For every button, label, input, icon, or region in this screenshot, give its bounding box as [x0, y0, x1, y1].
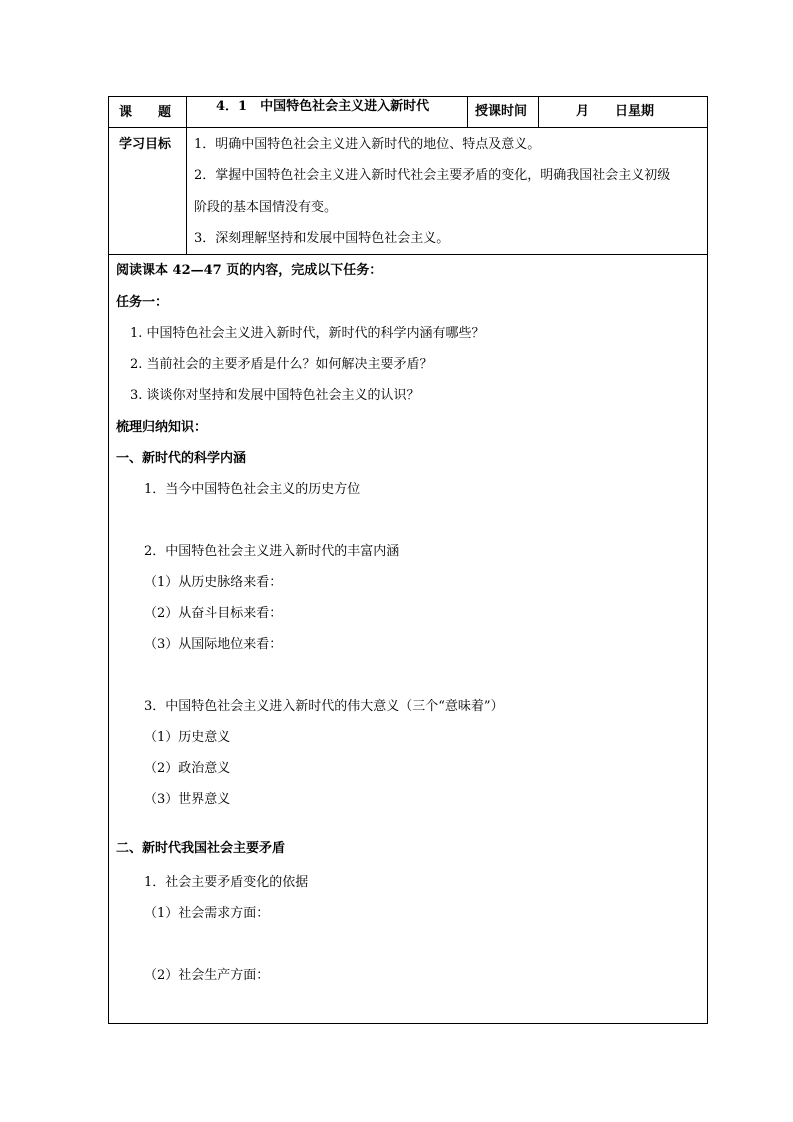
- section-2-title: 二、新时代我国社会主要矛盾: [116, 841, 286, 856]
- table-divider-time-value: [538, 96, 539, 128]
- table-divider-time-label: [467, 96, 468, 128]
- section-2-point-1-item-1: （1）社会需求方面：: [144, 906, 270, 921]
- objective-2-cont: 阶段的基本国情没有变。: [194, 200, 338, 215]
- section-1-point-3-item-1: （1）历史意义: [144, 730, 231, 745]
- objective-2: 2．掌握中国特色社会主义进入新时代社会主要矛盾的变化，明确我国社会主义初级: [194, 168, 671, 183]
- section-1-point-2-item-2: （2）从奋斗目标来看：: [144, 606, 283, 621]
- task-title: 任务一：: [116, 295, 169, 310]
- section-1-point-2-item-1: （1）从历史脉络来看：: [144, 575, 283, 590]
- topic-label: 课 题: [119, 105, 172, 120]
- section-1-point-1: 1．当今中国特色社会主义的历史方位: [144, 482, 361, 497]
- section-1-point-3: 3．中国特色社会主义进入新时代的伟大意义（三个“意味着”）: [144, 699, 504, 714]
- table-border-left: [108, 96, 109, 1024]
- task-item-3: 3. 谈谈你对坚持和发展中国特色社会主义的认识？: [130, 388, 420, 403]
- table-divider-objectives: [108, 254, 708, 255]
- table-divider-header: [108, 127, 708, 128]
- section-1-point-2-item-3: （3）从国际地位来看：: [144, 637, 283, 652]
- section-2-point-1: 1．社会主要矛盾变化的依据: [144, 875, 309, 890]
- table-border-top: [108, 96, 708, 97]
- section-1-point-3-item-2: （2）政治意义: [144, 761, 231, 776]
- section-1-point-2: 2．中国特色社会主义进入新时代的丰富内涵: [144, 544, 400, 559]
- reading-instruction: 阅读课本 42—47 页的内容，完成以下任务：: [116, 263, 383, 278]
- section-1-title: 一、新时代的科学内涵: [116, 451, 247, 466]
- lesson-plan-table: [108, 96, 708, 1024]
- objective-1: 1．明确中国特色社会主义进入新时代的地位、特点及意义。: [194, 137, 541, 152]
- table-border-bottom: [108, 1023, 708, 1024]
- lesson-topic: 4．1 中国特色社会主义进入新时代: [216, 99, 430, 114]
- task-item-2: 2. 当前社会的主要矛盾是什么？如何解决主要矛盾？: [130, 357, 433, 372]
- table-border-right: [707, 96, 708, 1024]
- objective-3: 3．深刻理解坚持和发展中国特色社会主义。: [194, 231, 450, 246]
- task-item-1: 1. 中国特色社会主义进入新时代，新时代的科学内涵有哪些？: [130, 326, 485, 341]
- section-2-point-1-item-2: （2）社会生产方面：: [144, 968, 270, 983]
- table-divider-label-col: [186, 96, 187, 255]
- teaching-time-label: 授课时间: [475, 104, 528, 119]
- summary-title: 梳理归纳知识：: [116, 420, 208, 435]
- objectives-label: 学习目标: [119, 137, 172, 152]
- section-1-point-3-item-3: （3）世界意义: [144, 792, 231, 807]
- teaching-time-value: 月 日星期: [576, 104, 655, 119]
